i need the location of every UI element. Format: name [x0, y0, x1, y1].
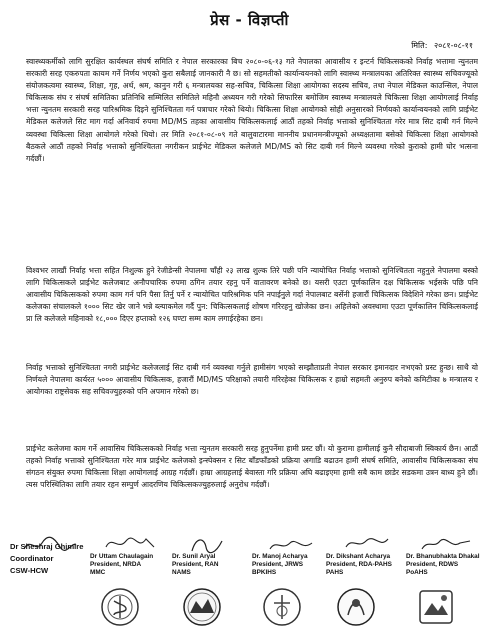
signatory-org: CSW-HCW — [10, 566, 49, 575]
page-title: प्रेस - विज्ञप्ती — [210, 11, 289, 29]
signatory-org: PAHS — [326, 569, 344, 576]
rda-pahs-logo-icon — [336, 587, 376, 627]
signatory-name: Dr. Manoj Acharya — [252, 553, 308, 560]
signatory-rdws — [406, 525, 490, 633]
signature-scribble — [336, 533, 396, 555]
signatory-name: Dr. Dikshant Acharya — [326, 553, 391, 560]
paragraph-4: प्राईभेट कलेजमा काम गर्ने आवासिय चिकित्सकको निर्वाह भत्ता न्युनतम सरकारी सरह हुनुपर्नेमा हामी प्रस्ट छौं। यो कुरामा हामीलाई कुनै सौदाबाजी स्विकार्य छैन। आठौं तहको निर्वाह भत्ताको सुनिश्चितता गरेर मात्र प्राईभेट कलेजको इन्स्पेक्सन र सिट बाँडफाँडको प्रक्रिया अगाडि बढाउन हामी संघर्ष समिति, आवासीय चिकित्सकका संघ संगठन संयुक्त रुपमा चिकित्सा शिक्षा आयोगलाई आग्रह गर्दछौं। हाम्रा आग्रहलाई बेवास्ता गरि प्रक्रिया अघि बढाइएमा हामी सबै काम छाडेर सडकमा उत्रन बाध्य हुने छौं। त्यस परिस्थितिका लागि तयार रहन सम्पुर्ण आदरणिय चिकित्सकज्युहरुलाई अनुरोध गर्दछौं। — [26, 444, 478, 490]
signatory-nrda — [90, 525, 174, 633]
paragraph-3: निर्वाह भत्ताको सुनिश्चितता नगरी प्राईभेट कलेजलाई सिट दाबी गर्न व्यवस्था गर्नुले हामीसंग भएको सम्झौताप्रती नेपाल सरकार इमानदार नभएको प्रस्ट हुन्छ। साथै यो निर्णयले नेपालमा कार्यरत ५००० आवासीय चिकित्सक, हजारौं MD/MS परिक्षाको तयारी गरिरहेका चिकित्सक र हाम्रो सहमती अनुरुप बनेको कमिटीका ७ मन्त्रालय र आयोगका राष्ट्रसेवक सह सचिवज्युहरुको पनि अपमान गरेको छ। — [26, 363, 478, 397]
signatory-title: President, RDA-PAHS — [326, 561, 392, 568]
ran-logo-icon — [182, 587, 222, 627]
nrda-logo-icon — [100, 587, 140, 627]
paragraph-2: विश्वभर लाखौं निर्वाह भत्ता सहित निशुल्क हुने रेजीडेन्सी नेपालमा चाँही २३ लाख शुल्क तिरे पछी पनि न्यायोचित निर्वाह भत्ताको सुनिश्चितता नहुनुले नेपालमा बस्को लागि चिकित्सकले प्राईभेट कलेजबाट अनौपचारिक रुपमा ठगिन तयार रहनु पर्ने वातावरण बनेको छ। यसरी एउटा पूर्णकालिन दक्ष चिकित्सक भईसके पछि पनि आवासीय चिकित्सकको रुपमा काम गर्न पनि पैसा तिर्नु पर्ने र न्यायोचित पारिश्रमिक पनि नपाईनुले गर्दा नेपालबाट बर्सेनी हजारौं चिकित्सक विदेशिने गरेका छन। प्राईभेट कलेजका संचालकले १००० सिट खेर जाने भन्ने ब्ल्याकमेल गर्दै पुन: चिकित्सकलाई शोषण गरिरहनु खोजेका छन। अहिलेको अवस्थामा एउटा पूर्णकालिन चिकित्सकलाई प्रा लि कलेजले महिनाको १८,००० दिएर हप्ताको १२६ घण्टा सम्म काम लगाईरहेका छन। — [26, 266, 478, 324]
signatory-name: Dr Uttam Chaulagain — [90, 553, 154, 560]
signatory-title: President, RAN — [172, 561, 219, 568]
signatory-rda-pahs — [326, 525, 410, 633]
rdws-logo-icon — [416, 587, 456, 627]
signatory-name: Dr Sheshraj Ghimire — [10, 542, 84, 551]
signatory-title: President, RDWS — [406, 561, 459, 568]
signature-scribble — [262, 533, 322, 555]
signatory-title: President, NRDA — [90, 561, 142, 568]
signatory-jrws — [252, 525, 336, 633]
paragraph-1: स्वास्थ्यकर्मीको लागि सुरक्षित कार्यस्थल संघर्ष समिति र नेपाल सरकारका बिच २०८०-०६-१३ गते नेपालका आवासीय र इन्टर्न चिकित्सकको निर्वाह भत्तामा न्युनतम सरकारी सरह एकरुपता कायम गर्ने निर्णय भएको कुरा सबैलाई जानकारी नै छ। सो सहमतीको कार्यान्वयनको लागि स्वास्थ्य मन्त्रालयका अतिरिक्त स्वास्थ्य सचिवज्यूको संयोजकत्वमा स्वास्थ्य, शिक्षा, गृह, अर्थ, श्रम, कानुन गरी ६ मन्त्रालयका सह-सचिव, चिकित्सा शिक्षा आयोगका सदस्य सचिव, तथा नेपाल मेडिकल काउन्सिल, नेपाल चिकित्सक संघ र संघर्ष समितिका प्रतिनिधि सम्मिलित समितिले महिनौ अध्ययन गरी गरेको सिफारिस बमोजिम स्वास्थ्य मन्त्रालयले चिकित्सा शिक्षा आयोगलाई निर्वाह भत्ता न्युनतम सरकारी सरह पारिश्रमिक दिइने सुनिश्चितता गर्न पत्राचार गरेको थियो। चिकित्सा शिक्षा आयोगको सोही अनुसारको निर्णयको कार्यान्वयनको लागि प्राईभेट मेडिकल कलेजले सिट माग गर्दा अनिवार्य रुपमा MD/MS तहका आवासीय चिकित्सकलाई आठौं तहको निर्वाह भत्ताको सुनिश्चितता गरेर मात्र सिट दाबी गर्न मिल्ने व्यवस्था चिकित्सा शिक्षा आयोगले गरेको थियो। तर मिति २०८१-०८-०९ गते बालुवाटारमा माननीय प्रधानमन्त्रीज्यूको अध्यक्षतामा बसेको चिकित्सा शिक्षा आयोगको बैठकले आठौं तहको निर्वाह भत्ताको सुनिश्चितता नगरीकन प्राईभेट मेडिकल कलेजले MD/MS को सिट दाबी गर्न मिल्ने व्यवस्था गरेको कुराको हामी घोर भत्सना गर्दछौं। — [26, 57, 478, 163]
signature-scribble — [182, 533, 242, 555]
signatory-org: MMC — [90, 569, 106, 576]
signatory-name: Dr. Sunil Aryal — [172, 553, 216, 560]
signatory-org: BPKIHS — [252, 569, 277, 576]
signatory-title: President, JRWS — [252, 561, 304, 568]
signatory-ran — [172, 525, 256, 633]
signatory-name: Dr. Bhanubhakta Dhakal — [406, 553, 480, 560]
signatory-org: NAMS — [172, 569, 191, 576]
signatory-coordinator — [10, 525, 94, 633]
signature-scribble — [416, 533, 476, 555]
date-value: २०८१-०८-११ — [433, 41, 473, 50]
signature-scribble — [100, 533, 160, 555]
jrws-logo-icon — [262, 587, 302, 627]
signatory-title: Coordinator — [10, 554, 54, 563]
date-label: मिति: — [411, 41, 428, 50]
signatory-org: PoAHS — [406, 569, 428, 576]
date-line — [411, 40, 473, 51]
signature-row — [10, 525, 490, 633]
